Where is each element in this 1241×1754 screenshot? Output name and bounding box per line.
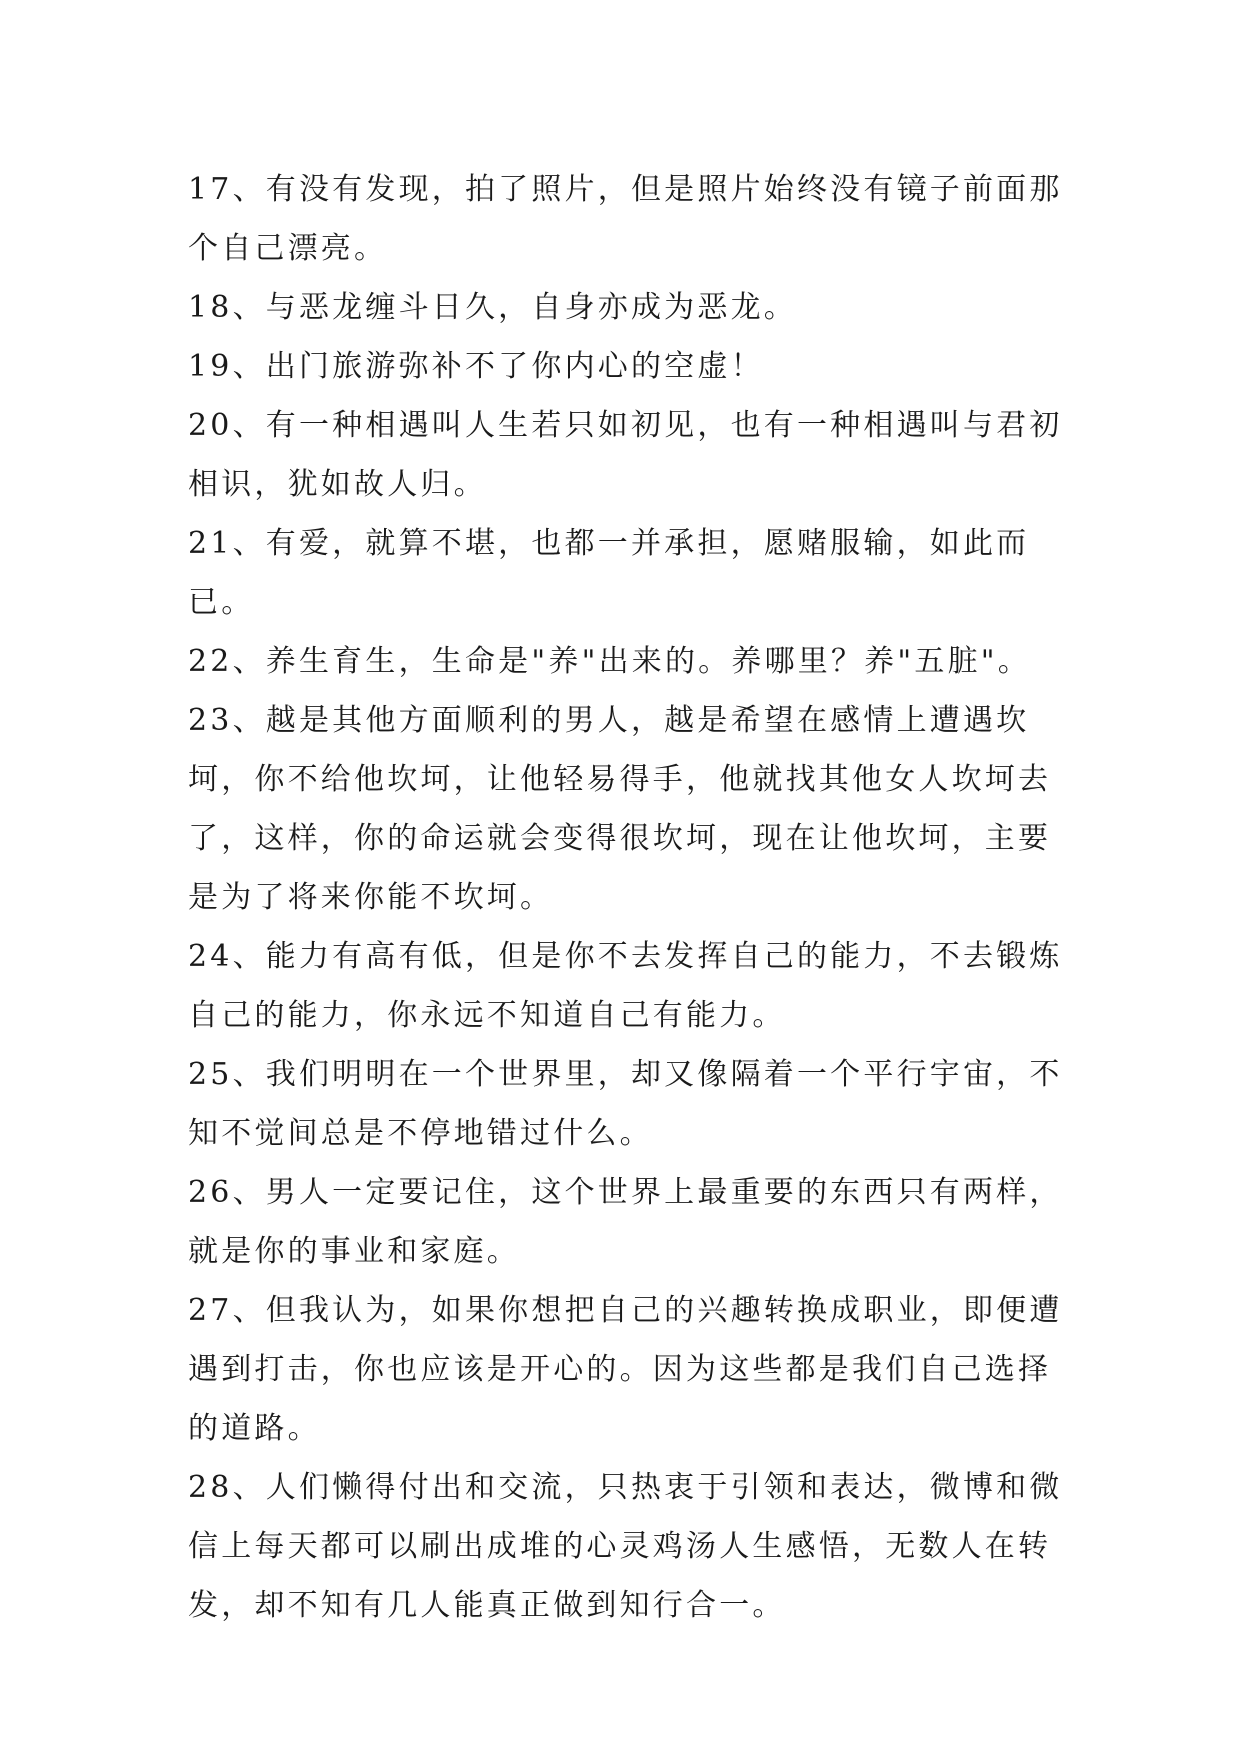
list-item: 18、与恶龙缠斗日久，自身亦成为恶龙。 [188, 290, 797, 325]
quote-list [188, 160, 1068, 1635]
list-item: 21、有爱，就算不堪，也都一并承担，愿赌服输，如此而已。 [188, 526, 1030, 620]
list-item: 27、但我认为，如果你想把自己的兴趣转换成职业，即便遭遇到打击，你也应该是开心的。因为这些都是我们自己选择的道路。 [188, 1293, 1063, 1446]
list-item: 23、越是其他方面顺利的男人，越是希望在感情上遭遇坎坷，你不给他坎坷，让他轻易得手，他就找其他女人坎坷去了，这样，你的命运就会变得很坎坷，现在让他坎坷，主要是为了将来你能不坎坷。 [188, 703, 1052, 915]
list-item: 25、我们明明在一个世界里，却又像隔着一个平行宇宙，不知不觉间总是不停地错过什么。 [188, 1057, 1063, 1151]
list-item: 24、能力有高有低，但是你不去发挥自己的能力，不去锻炼自己的能力，你永远不知道自己有能力。 [188, 939, 1063, 1033]
list-item: 26、男人一定要记住，这个世界上最重要的东西只有两样，就是你的事业和家庭。 [188, 1175, 1063, 1269]
list-item: 28、人们懒得付出和交流，只热衷于引领和表达，微博和微信上每天都可以刷出成堆的心灵鸡汤人生感悟，无数人在转发，却不知有几人能真正做到知行合一。 [188, 1470, 1063, 1623]
list-item: 17、有没有发现，拍了照片，但是照片始终没有镜子前面那个自己漂亮。 [188, 172, 1063, 266]
list-item: 19、出门旅游弥补不了你内心的空虚！ [188, 349, 764, 384]
list-item: 22、养生育生，生命是"养"出来的。养哪里？养"五脏"。 [188, 644, 1031, 679]
list-item: 20、有一种相遇叫人生若只如初见，也有一种相遇叫与君初相识，犹如故人归。 [188, 408, 1063, 502]
